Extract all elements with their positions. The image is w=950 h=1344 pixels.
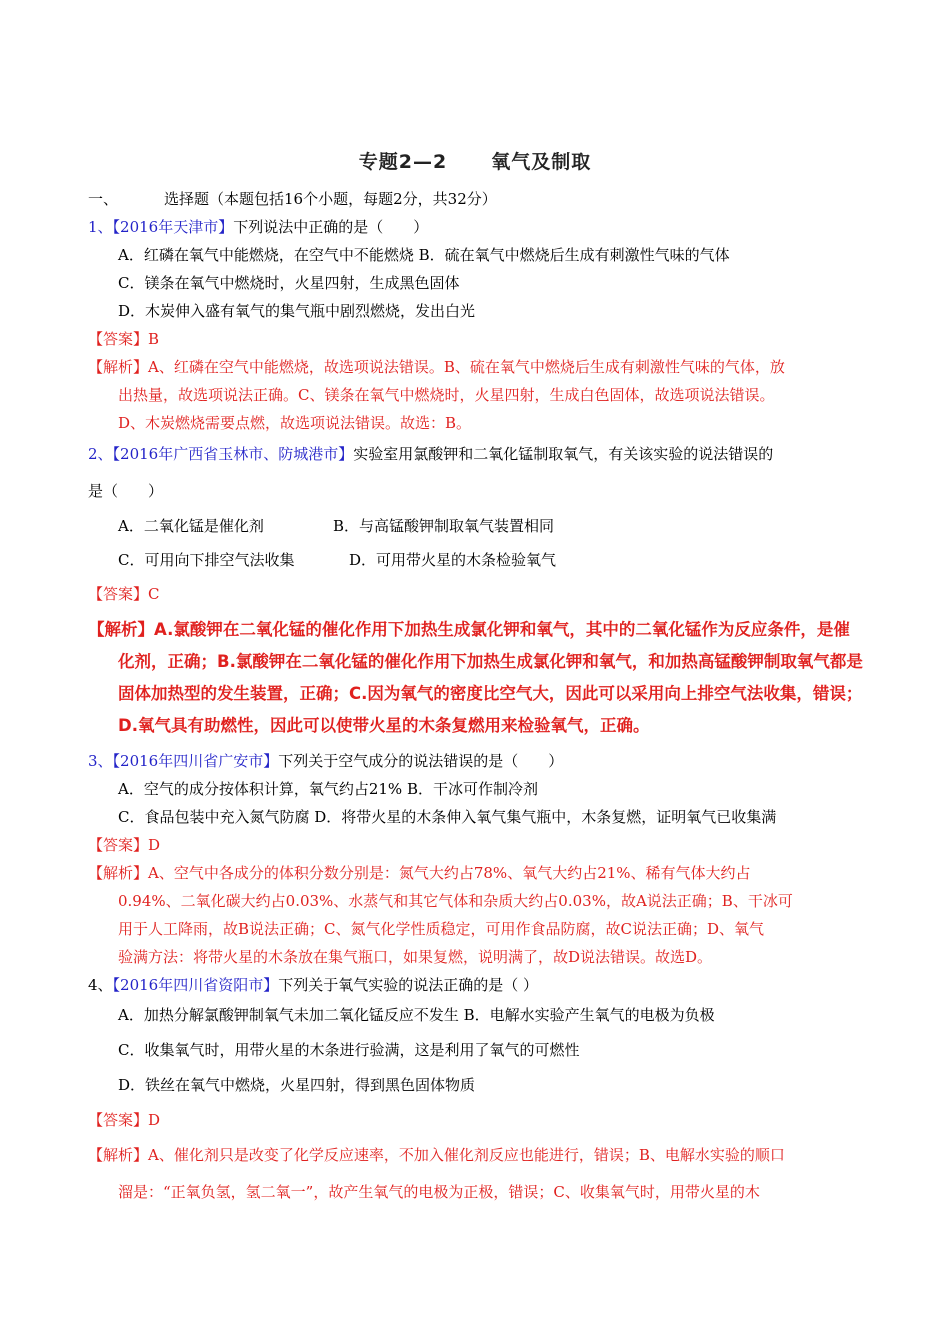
question-4-options-ab: A．加热分解氯酸钾制氧气未加二氧化锰反应不发生 B．电解水实验产生氧气的电极为负极 xyxy=(118,1006,715,1024)
question-2-option-d: D．可用带火星的木条检验氧气 xyxy=(349,551,557,569)
section-header xyxy=(88,189,497,209)
question-2-stem xyxy=(88,444,773,464)
title-part1: 专题2—2 xyxy=(358,151,448,173)
question-3-explanation-1 xyxy=(88,863,751,883)
question-2-option-c: C．可用向下排空气法收集 xyxy=(118,551,295,569)
question-text: 实验室用氯酸钾和二氧化锰制取氧气，有关该实验的说法错误的 xyxy=(353,445,774,463)
explanation-text: A.氯酸钾在二氧化锰的催化作用下加热生成氯化钾和氧气，其中的二氧化锰作为反应条件，是催 xyxy=(154,620,850,639)
question-4-option-d: D．铁丝在氧气中燃烧，火星四射，得到黑色固体物质 xyxy=(118,1076,476,1094)
title-part2: 氧气及制取 xyxy=(491,151,592,173)
question-4-explanation-2: 溜是：“正氧负氢，氢二氧一”，故产生氧气的电极为正极，错误；C、收集氧气时，用带火星的木 xyxy=(118,1183,760,1201)
question-2-explanation-2: 化剂，正确；B.氯酸钾在二氧化锰的催化作用下加热生成氯化钾和氧气，和加热高锰酸钾制取氧气都是 xyxy=(118,652,863,671)
page-title xyxy=(0,147,950,174)
question-number: 1、 xyxy=(88,218,113,236)
explanation-label: 【解析】 xyxy=(88,864,149,882)
question-2-explanation-1 xyxy=(88,619,850,641)
question-3-explanation-2: 0.94%、二氧化碳大约占0.03%、水蒸气和其它气体和杂质大约占0.03%，故A说法正确；B、干冰可 xyxy=(118,892,793,910)
question-source: 【2016年广西省玉林市、防城港市】 xyxy=(112,445,354,463)
question-4-explanation-1 xyxy=(88,1145,785,1165)
question-1-explanation-1 xyxy=(88,357,785,377)
question-3-options-ab: A．空气的成分按体积计算，氧气约占21% B．干冰可作制冷剂 xyxy=(118,780,538,798)
question-2-option-b: B．与高锰酸钾制取氧气装置相同 xyxy=(333,517,555,535)
question-source: 【2016年天津市】 xyxy=(112,218,234,236)
answer-value: B xyxy=(148,330,160,348)
answer-value: D xyxy=(148,1111,161,1129)
question-3-stem xyxy=(88,751,563,771)
answer-value: C xyxy=(148,585,160,603)
question-2-option-a: A．二氧化锰是催化剂 xyxy=(118,517,264,535)
question-4-answer xyxy=(88,1110,160,1130)
explanation-label: 【解析】 xyxy=(88,358,149,376)
question-4-option-c: C．收集氧气时，用带火星的木条进行验满，这是利用了氧气的可燃性 xyxy=(118,1041,580,1059)
question-4-stem xyxy=(88,975,538,995)
question-2-stem-cont: 是（ ） xyxy=(88,482,164,500)
answer-label: 【答案】 xyxy=(88,585,149,603)
question-1-explanation-3: D、木炭燃烧需要点燃，故选项说法错误。故选：B。 xyxy=(118,414,472,432)
question-2-answer xyxy=(88,584,160,604)
question-1-stem xyxy=(88,217,428,237)
answer-label: 【答案】 xyxy=(88,836,149,854)
question-number: 3、 xyxy=(88,752,113,770)
question-number: 4、 xyxy=(88,976,113,994)
question-1-options-ab: A．红磷在氧气中能燃烧，在空气中不能燃烧 B．硫在氧气中燃烧后生成有刺激性气味的气体 xyxy=(118,246,730,264)
question-3-answer xyxy=(88,835,160,855)
question-2-explanation-4: D.氧气具有助燃性，因此可以使带火星的木条复燃用来检验氧气，正确。 xyxy=(118,716,650,735)
answer-value: D xyxy=(148,836,161,854)
question-1-answer xyxy=(88,329,159,349)
question-2-explanation-3: 固体加热型的发生装置，正确；C.因为氧气的密度比空气大，因此可以采用向上排空气法收集，错误； xyxy=(118,684,863,703)
answer-label: 【答案】 xyxy=(88,330,149,348)
question-1-explanation-2: 出热量，故选项说法正确。C、镁条在氧气中燃烧时，火星四射，生成白色固体，故选项说法错误。 xyxy=(118,386,775,404)
explanation-text: A、红磷在空气中能燃烧，故选项说法错误。B、硫在氧气中燃烧后生成有刺激性气味的气体，放 xyxy=(148,358,785,376)
question-3-explanation-3: 用于人工降雨，故B说法正确；C、氮气化学性质稳定，可用作食品防腐，故C说法正确；D、氧气 xyxy=(118,920,765,938)
explanation-label: 【解析】 xyxy=(88,1146,149,1164)
question-text: 下列关于空气成分的说法错误的是（ ） xyxy=(278,752,564,770)
question-source: 【2016年四川省资阳市】 xyxy=(112,976,279,994)
answer-label: 【答案】 xyxy=(88,1111,149,1129)
section-text: 选择题（本题包括16个小题，每题2分，共32分） xyxy=(164,190,497,208)
question-text: 下列说法中正确的是（ ） xyxy=(233,218,429,236)
question-source: 【2016年四川省广安市】 xyxy=(112,752,279,770)
explanation-text: A、空气中各成分的体积分数分别是：氮气大约占78%、氧气大约占21%、稀有气体大约占 xyxy=(148,864,751,882)
question-3-explanation-4: 验满方法：将带火星的木条放在集气瓶口，如果复燃，说明满了，故D说法错误。故选D。 xyxy=(118,948,713,966)
explanation-text: A、催化剂只是改变了化学反应速率，不加入催化剂反应也能进行，错误；B、电解水实验的顺口 xyxy=(148,1146,785,1164)
question-1-option-c: C．镁条在氧气中燃烧时，火星四射，生成黑色固体 xyxy=(118,274,460,292)
explanation-label: 【解析】 xyxy=(88,620,154,639)
section-number: 一、 xyxy=(88,190,119,208)
question-text: 下列关于氧气实验的说法正确的是（ ） xyxy=(278,976,539,994)
question-1-option-d: D．木炭伸入盛有氧气的集气瓶中剧烈燃烧，发出白光 xyxy=(118,302,476,320)
question-number: 2、 xyxy=(88,445,113,463)
question-3-options-cd: C．食品包装中充入氮气防腐 D．将带火星的木条伸入氧气集气瓶中，木条复燃，证明氧气已收集满 xyxy=(118,808,777,826)
